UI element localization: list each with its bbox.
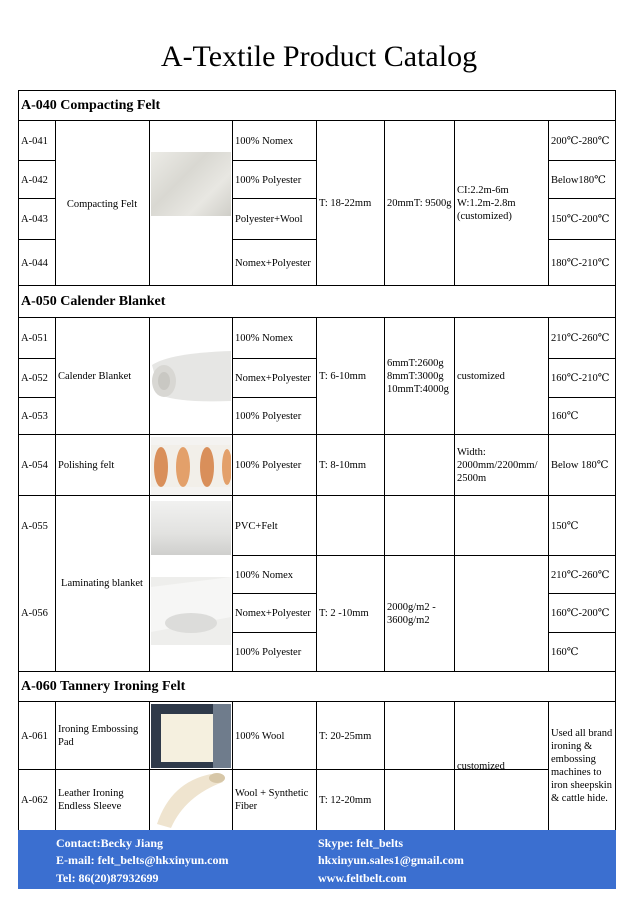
material: 100% Nomex [235,333,294,344]
row-code: A-061 [21,730,48,742]
product-name: Ironing Embossing Pad [58,724,139,748]
laminating-blanket-image-2 [151,577,231,645]
product-name: Polishing felt [58,460,115,471]
material: PVC+Felt [235,520,278,532]
temperature: 160℃-210℃ [551,373,610,384]
section-header-a040: A-040 Compacting Felt [21,98,161,113]
temperature: 150℃-200℃ [551,214,610,225]
thickness: T: 2 -10mm [319,608,369,619]
thickness: T: 20-25mm [319,730,372,742]
material: Wool + Synthetic Fiber [235,788,309,812]
material: Nomex+Polyester [235,373,311,384]
temperature: 210℃-260℃ [551,569,610,581]
row-code: A-053 [21,411,48,422]
thickness: T: 6-10mm [319,371,367,382]
row-code: A-056 [21,608,48,619]
calender-blanket-image [150,345,231,407]
row-code: A-044 [21,257,48,269]
compacting-felt-image [151,152,231,216]
temperature: 180℃-210℃ [551,257,610,269]
contact-phone: Tel: 86(20)87932699 [56,871,159,885]
row-code: A-041 [21,135,48,147]
contact-email[interactable]: E-mail: felt_belts@hkxinyun.com [56,853,229,867]
thickness: T: 18-22mm [319,198,372,209]
temperature: 160℃ [551,411,579,422]
contact-footer [18,830,616,889]
material: Polyester+Wool [235,214,303,225]
width-spec: customized [457,760,505,772]
product-name: Laminating blanket [61,577,143,589]
product-name: Calender Blanket [58,371,132,382]
material: Nomex+Polyester [235,608,311,619]
row-code: A-042 [21,174,48,186]
ironing-embossing-pad-image [151,704,231,768]
contact-name: Contact:Becky Jiang [56,836,163,850]
page-title: A-Textile Product Catalog [160,40,478,73]
temperature: 200℃-280℃ [551,135,610,147]
leather-ironing-sleeve-image [151,772,231,828]
material: 100% Polyester [235,174,302,186]
row-code: A-054 [21,460,48,471]
material: 100% Nomex [235,569,294,581]
product-name: Compacting Felt [66,198,138,210]
row-code: A-062 [21,794,48,806]
temperature: Below180℃ [551,174,606,186]
polishing-felt-image [151,437,231,495]
temperature: 160℃-200℃ [551,608,610,619]
material: Nomex+Polyester [235,257,311,269]
material: 100% Wool [235,730,285,742]
width-spec: CI:2.2m-6m W:1.2m-2.8m (customized) [457,185,516,222]
material: 100% Polyester [235,411,302,422]
row-code: A-051 [21,333,48,344]
contact-email-2[interactable]: hkxinyun.sales1@gmail.com [318,853,464,867]
temperature: 210℃-260℃ [551,333,610,344]
contact-skype: Skype: felt_belts [318,836,403,850]
weight: 6mmT:2600g 8mmT:3000g 10mmT:4000g [387,358,449,395]
temperature: Below 180℃ [551,460,609,471]
thickness: T: 12-20mm [319,794,372,806]
laminating-blanket-image-1 [151,501,231,555]
width-spec: Width: 2000mm/2200mm/ 2500m [457,447,538,484]
website-link[interactable]: www.feltbelt.com [318,871,407,885]
temperature: 160℃ [551,647,579,658]
thickness: T: 8-10mm [319,460,367,471]
material: 100% Polyester [235,647,302,658]
weight: 20mmT: 9500g [387,198,452,209]
weight: 2000g/m2 - 3600g/m2 [387,601,436,626]
usage-note: Used all brand ironing & embossing machines to iron sheepskin & cattle hide. [551,728,613,804]
temperature: 150℃ [551,520,579,532]
product-name: Leather Ironing Endless Sleeve [58,788,124,812]
section-header-a050: A-050 Calender Blanket [21,294,166,309]
width-spec: customized [457,371,505,382]
material: 100% Nomex [235,135,294,147]
material: 100% Polyester [235,460,302,471]
row-code: A-055 [21,520,48,532]
row-code: A-052 [21,373,48,384]
row-code: A-043 [21,214,48,225]
section-header-a060: A-060 Tannery Ironing Felt [21,679,186,694]
